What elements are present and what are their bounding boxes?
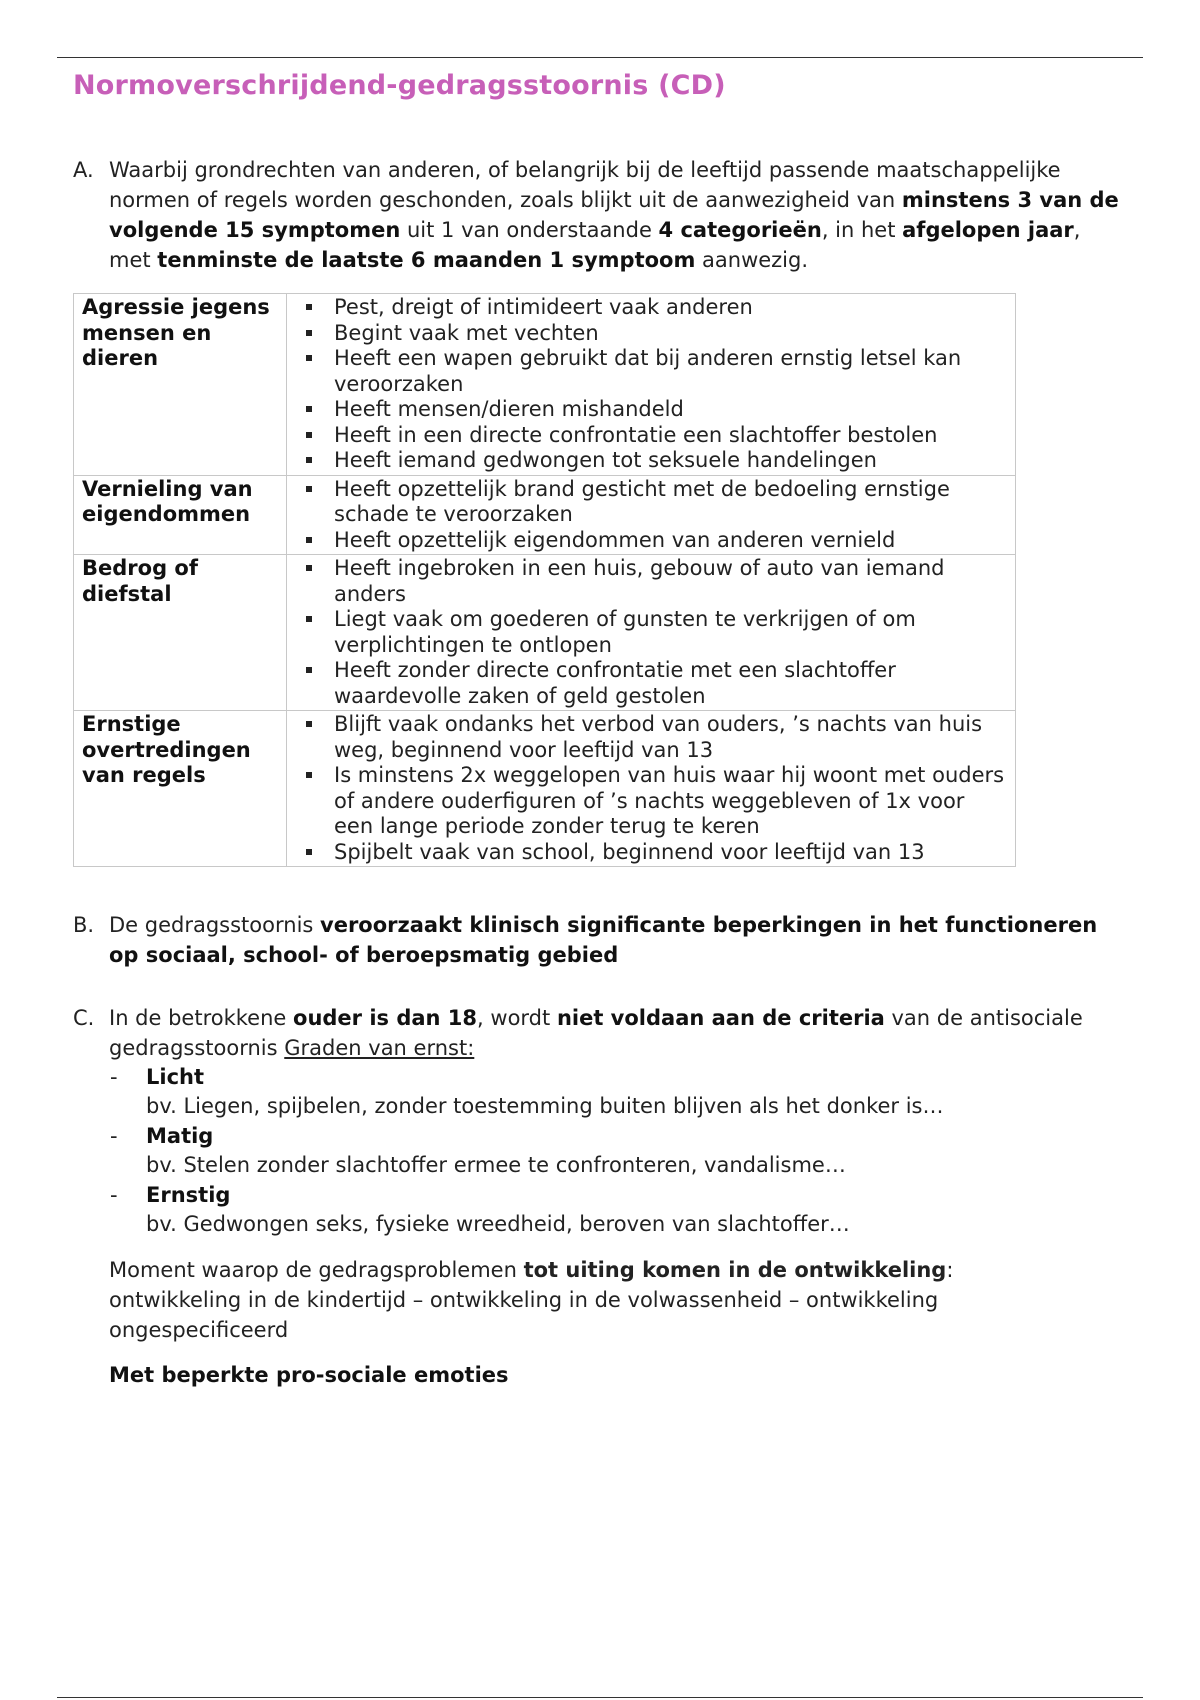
criteria-table <box>73 293 1016 867</box>
table-row <box>74 711 1016 867</box>
symptom-item: Heeft mensen/dieren mishandeld <box>297 397 1007 423</box>
text-run: , wordt <box>477 1006 557 1030</box>
text-run: In de betrokkene <box>109 1006 294 1030</box>
bold-run: minstens 3 van de volgende 15 symptomen <box>109 188 1119 242</box>
symptom-item: Heeft opzettelijk eigendommen van anderen vernield <box>297 528 1007 554</box>
severity-example: bv. Gedwongen seks, fysieke wreedheid, beroven van slachtoffer… <box>146 1212 850 1236</box>
symptoms-cell <box>287 555 1016 711</box>
bold-run: 4 categorieën <box>658 218 822 242</box>
top-rule <box>57 57 1143 58</box>
text-run: aanwezig. <box>695 248 809 272</box>
severity-label: Matig <box>146 1124 214 1148</box>
table-row <box>74 555 1016 711</box>
severity-item <box>73 1181 1123 1239</box>
symptom-item: Heeft een wapen gebruikt dat bij anderen ernstig letsel kan veroorzaken <box>297 346 1007 397</box>
text-run: De gedragsstoornis <box>109 913 321 937</box>
symptoms-cell <box>287 294 1016 476</box>
text-run: uit 1 van onderstaande <box>400 218 659 242</box>
symptoms-cell <box>287 711 1016 867</box>
symptom-list <box>297 295 1007 474</box>
bold-run: tenminste de laatste 6 maanden 1 symptoom <box>157 248 696 272</box>
criterion-b <box>73 910 1123 970</box>
criterion-c <box>73 1003 1123 1063</box>
symptom-item: Heeft opzettelijk brand gesticht met de bedoeling ernstige schade te veroorzaken <box>297 477 1007 528</box>
symptom-item: Pest, dreigt of intimideert vaak anderen <box>297 295 1007 321</box>
severity-example: bv. Stelen zonder slachtoffer ermee te confronteren, vandalisme… <box>146 1153 846 1177</box>
text-run: : ontwikkeling in de kindertijd – ontwikkeling in de volwassenheid – ontwikkeling ongespecificeerd <box>109 1258 954 1342</box>
text-run: , in het <box>821 218 903 242</box>
bold-run: ouder is dan 18 <box>293 1006 478 1030</box>
criterion-b-text <box>109 910 1123 970</box>
criterion-c-marker: C. <box>73 1006 95 1030</box>
text-run: van de antisociale gedragsstoornis <box>109 1006 1083 1060</box>
table-row <box>74 294 1016 476</box>
page-title: Normoverschrijdend-gedragsstoornis (CD) <box>73 70 726 101</box>
symptom-item: Spijbelt vaak van school, beginnend voor leeftijd van 13 <box>297 840 1007 866</box>
bold-run: veroorzaakt klinisch significante beperkingen in het functioneren op sociaal, school- of beroepsmatig gebied <box>109 913 1098 967</box>
prosocial-specifier: Met beperkte pro-sociale emoties <box>109 1363 509 1387</box>
table-row <box>74 475 1016 555</box>
category-cell: Bedrog of diefstal <box>74 555 287 711</box>
dash-marker: - <box>110 1124 118 1148</box>
symptom-list <box>297 712 1007 865</box>
symptom-item: Blijft vaak ondanks het verbod van ouders, ’s nachts van huis weg, beginnend voor leeftijd van 13 <box>297 712 1007 763</box>
category-cell: Vernieling van eigendommen <box>74 475 287 555</box>
bold-run: afgelopen jaar <box>902 218 1074 242</box>
category-cell: Agressie jegens mensen en dieren <box>74 294 287 476</box>
symptom-item: Heeft ingebroken in een huis, gebouw of auto van iemand anders <box>297 556 1007 607</box>
bold-run: tot uiting komen in de ontwikkeling <box>523 1258 947 1282</box>
symptom-item: Heeft in een directe confrontatie een slachtoffer bestolen <box>297 423 1007 449</box>
symptoms-cell <box>287 475 1016 555</box>
criterion-a-marker: A. <box>73 158 94 182</box>
severity-label: Ernstig <box>146 1183 231 1207</box>
criterion-b-marker: B. <box>73 913 95 937</box>
criterion-c-text <box>109 1003 1123 1063</box>
symptom-list <box>297 477 1007 554</box>
category-cell: Ernstige overtredingen van regels <box>74 711 287 867</box>
dash-marker: - <box>110 1183 118 1207</box>
symptom-item: Is minstens 2x weggelopen van huis waar hij woont met ouders of andere ouderfiguren of ’s nachts weggebleven of 1x voor een lange periode zonder terug te keren <box>297 763 1007 840</box>
text-run: Waarbij grondrechten van anderen, of belangrijk bij de leeftijd passende maatschappelijke normen of regels worden geschonden, zoals blijkt uit de aanwezigheid van <box>109 158 1061 212</box>
severity-heading: Graden van ernst: <box>284 1036 475 1060</box>
severity-item <box>73 1063 1123 1121</box>
criterion-a <box>73 155 1123 275</box>
symptom-item: Heeft iemand gedwongen tot seksuele handelingen <box>297 448 1007 474</box>
bold-run: niet voldaan aan de criteria <box>556 1006 885 1030</box>
symptom-item: Liegt vaak om goederen of gunsten te verkrijgen of om verplichtingen te ontlopen <box>297 607 1007 658</box>
severity-item <box>73 1122 1123 1180</box>
onset-paragraph <box>109 1255 1009 1345</box>
symptom-item: Begint vaak met vechten <box>297 321 1007 347</box>
text-run: , met <box>109 218 1081 272</box>
symptom-list <box>297 556 1007 709</box>
severity-label: Licht <box>146 1065 205 1089</box>
bottom-rule <box>57 1697 1143 1698</box>
severity-example: bv. Liegen, spijbelen, zonder toestemming buiten blijven als het donker is… <box>146 1094 944 1118</box>
criterion-a-text <box>109 155 1123 275</box>
dash-marker: - <box>110 1065 118 1089</box>
text-run: Moment waarop de gedragsproblemen <box>109 1258 524 1282</box>
symptom-item: Heeft zonder directe confrontatie met een slachtoffer waardevolle zaken of geld gestolen <box>297 658 1007 709</box>
